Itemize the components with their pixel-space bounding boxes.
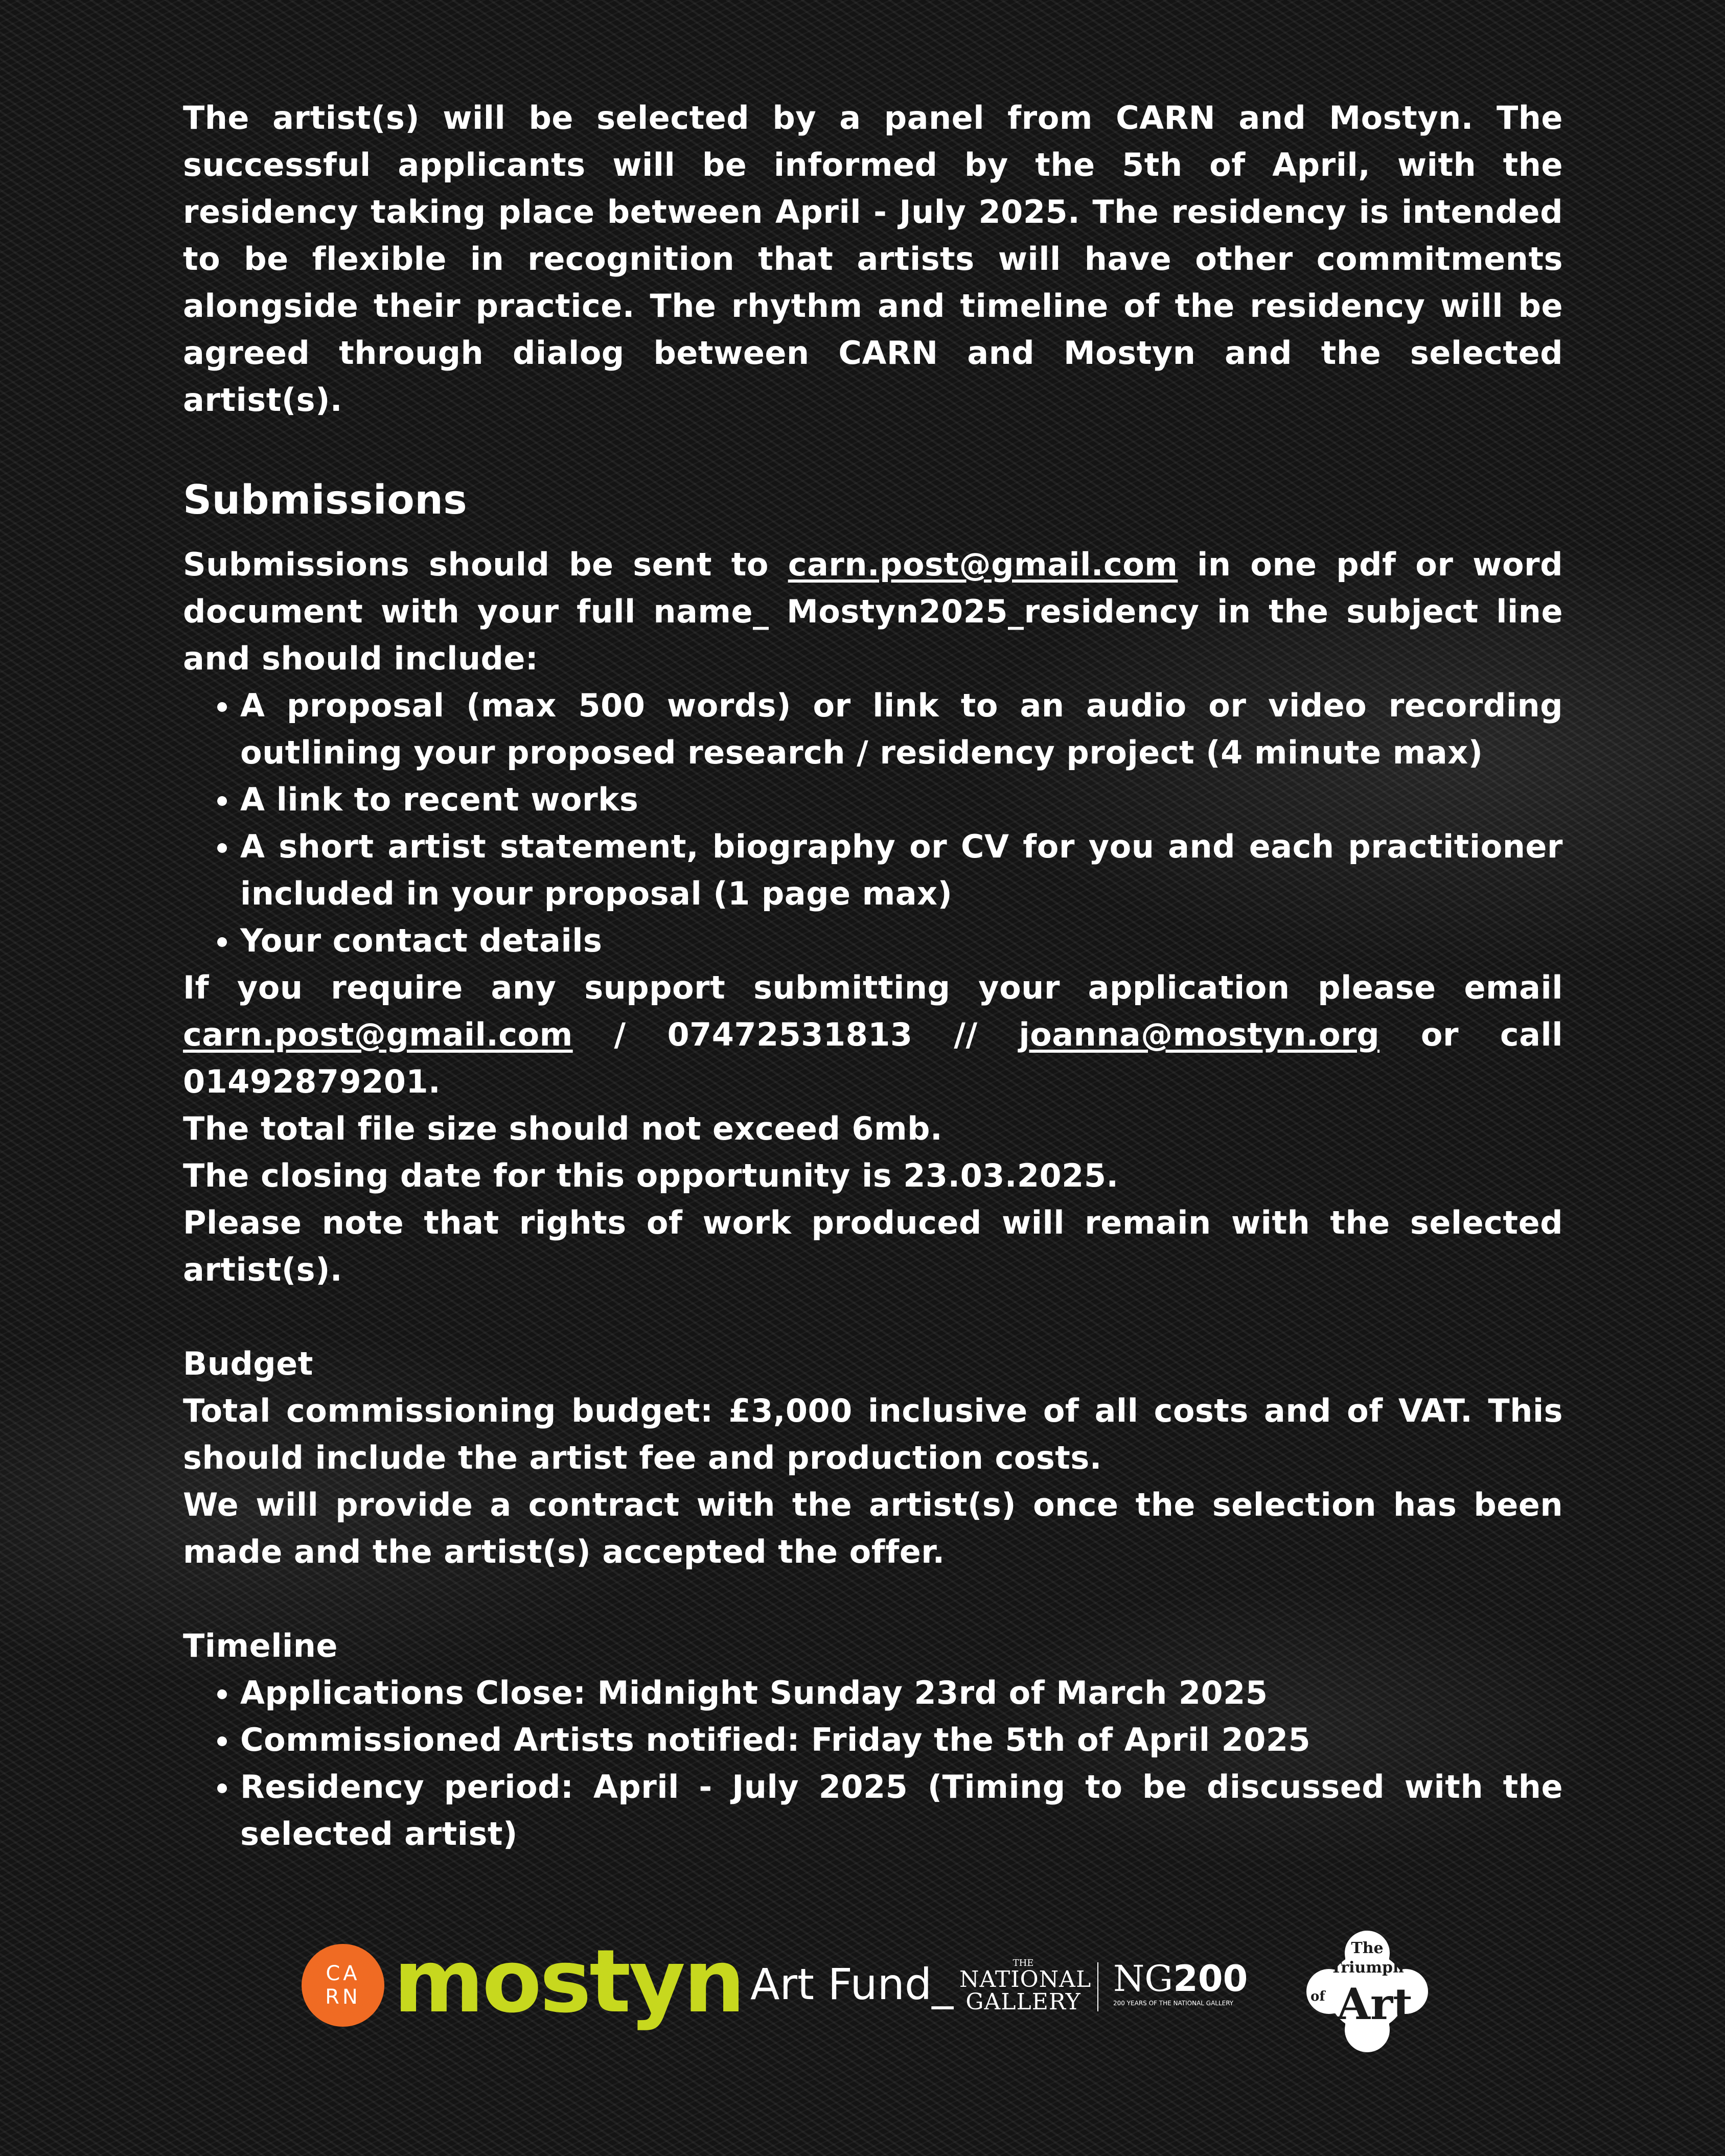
document-body (183, 95, 1563, 1858)
national-gallery-line2: GALLERY (965, 1989, 1081, 2015)
ng200-number: 200 (1173, 1958, 1248, 2000)
timeline-list (183, 1670, 1563, 1858)
support-separator: / (614, 1016, 626, 1053)
mostyn-email-link[interactable]: joanna@mostyn.org (1019, 1016, 1380, 1053)
intro-paragraph: The artist(s) will be selected by a panel from CARN and Mostyn. The successful applicants will be informed by the 5th of April, with the residency taking place between April - July 2025. The residency is intended to be flexible in recognition that artists will have other commitments alongside their practice. The rhythm and timeline of the residency will be agreed through dialog between CARN and Mostyn and the selected artist(s). (183, 99, 1563, 419)
mostyn-logo: mostyn (394, 1931, 744, 2032)
carn-logo-bottom-text: RN (325, 1985, 361, 2009)
submissions-intro (183, 541, 1563, 682)
timeline-heading: Timeline (183, 1627, 338, 1664)
carn-logo (302, 1944, 384, 2027)
triumph-word: Triumph (1330, 1959, 1404, 1977)
submissions-intro-after: in one pdf or word document with your full name_ Mostyn2025_residency in the subject line and should include: (183, 546, 1563, 677)
submission-email-link[interactable]: carn.post@gmail.com (788, 546, 1178, 583)
submissions-heading: Submissions (183, 477, 468, 523)
support-email-link[interactable]: carn.post@gmail.com (183, 1016, 573, 1053)
support-line-2 (183, 1011, 1563, 1058)
list-item: • Applications Close: Midnight Sunday 23rd of March 2025 (240, 1670, 1563, 1717)
triumph-of-art-logo (1303, 1928, 1431, 2055)
budget-contract: We will provide a contract with the artist(s) once the selection has been made and the artist(s) accepted the offer. (183, 1486, 1563, 1570)
triumph-art: Art (1337, 1979, 1413, 2029)
support-phone-2: 01492879201. (183, 1063, 441, 1100)
submissions-intro-before: Submissions should be sent to (183, 546, 788, 583)
support-line-1: If you require any support submitting your application please email (183, 969, 1563, 1006)
support-or-call: or call (1420, 1016, 1563, 1053)
triumph-the: The (1351, 1939, 1384, 1957)
budget-total: Total commissioning budget: £3,000 inclusive of all costs and of VAT. This should include the artist fee and production costs. (183, 1392, 1563, 1476)
carn-logo-top-text: CA (326, 1962, 360, 1985)
submission-requirements-list (183, 682, 1563, 964)
spacer (183, 1575, 1563, 1622)
logo-divider (1097, 1962, 1098, 2011)
file-size-note: The total file size should not exceed 6mb. (183, 1110, 943, 1147)
partner-logos (302, 1921, 1452, 2044)
list-item: • A link to recent works (240, 776, 1563, 823)
closing-date-note: The closing date for this opportunity is 23.03.2025. (183, 1157, 1119, 1194)
ng200-mark (1113, 1958, 1248, 1999)
rights-note: Please note that rights of work produced will remain with the selected artist(s). (183, 1204, 1563, 1288)
support-phone: 07472531813 (667, 1016, 913, 1053)
national-gallery-logo (959, 1958, 1092, 2015)
list-item: • Residency period: April - July 2025 (Timing to be discussed with the selected artist) (240, 1764, 1563, 1858)
ng200-ng: NG (1113, 1958, 1174, 2000)
art-fund-logo: Art Fund_ (750, 1959, 954, 2009)
national-gallery-line1: NATIONAL (959, 1966, 1092, 1992)
triumph-of: of (1310, 1989, 1325, 2004)
list-item: • Your contact details (240, 917, 1563, 964)
list-item: • Commissioned Artists notified: Friday the 5th of April 2025 (240, 1717, 1563, 1764)
support-separator: // (954, 1016, 978, 1053)
ng200-logo (1113, 1958, 1248, 2007)
budget-heading: Budget (183, 1345, 313, 1382)
list-item: • A short artist statement, biography or CV for you and each practitioner included in your proposal (1 page max) (240, 823, 1563, 917)
spacer (183, 1293, 1563, 1340)
ng200-subtitle: 200 YEARS OF THE NATIONAL GALLERY (1113, 2000, 1234, 2007)
list-item: • A proposal (max 500 words) or link to an audio or video recording outlining your proposed research / residency project (4 minute max) (240, 682, 1563, 776)
national-gallery-the: THE (1013, 1958, 1034, 1968)
